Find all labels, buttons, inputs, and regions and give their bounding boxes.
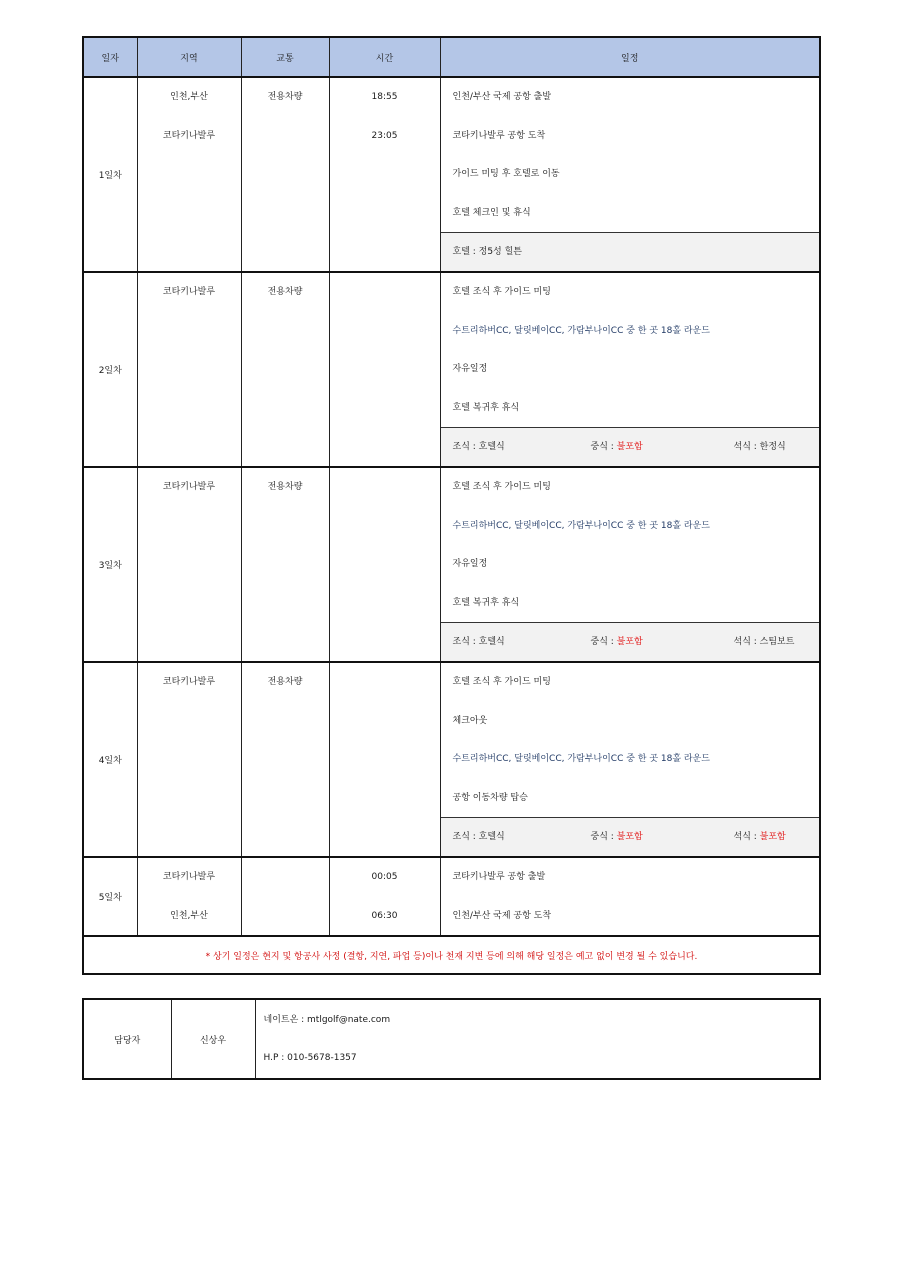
header-row xyxy=(83,37,820,77)
day-label: 3일차 xyxy=(83,467,137,662)
day-row-3 xyxy=(83,467,820,662)
region-cell xyxy=(137,272,241,467)
plan-item: 호텔 조식 후 가이드 미팅 xyxy=(452,287,551,297)
contact-details xyxy=(255,999,820,1079)
transport: 전용차량 xyxy=(267,677,303,687)
breakfast-label: 조식 : xyxy=(452,637,479,647)
region: 코타키나발루 xyxy=(162,872,216,882)
plan-item: 호텔 체크인 및 휴식 xyxy=(452,207,531,218)
breakfast xyxy=(453,428,591,466)
time: 06:30 xyxy=(371,910,398,921)
dinner-label: 석식 : xyxy=(733,442,760,452)
lunch xyxy=(591,428,734,466)
breakfast-value: 호텔식 xyxy=(478,442,505,452)
lunch-value: 불포함 xyxy=(616,637,643,647)
plan-cell xyxy=(440,662,820,857)
lunch-label: 중식 : xyxy=(590,832,617,842)
dinner xyxy=(734,818,786,856)
time-cell xyxy=(329,857,440,936)
meal-info xyxy=(441,427,820,466)
meal-info xyxy=(441,817,820,856)
plan-item-golf: 수트리하버CC, 달릿베이CC, 가람부나이CC 중 한 곳 18홀 라운드 xyxy=(452,754,710,764)
breakfast xyxy=(453,623,591,661)
day-label: 4일차 xyxy=(83,662,137,857)
contact-table xyxy=(82,998,821,1080)
lunch xyxy=(591,623,734,661)
transport-cell xyxy=(241,857,329,936)
lunch-value: 불포함 xyxy=(616,442,643,452)
note-row xyxy=(83,936,820,974)
contact-phone: H.P : 010-5678-1357 xyxy=(263,1053,357,1063)
breakfast-label: 조식 : xyxy=(452,832,479,842)
hotel-info: 호텔 : 정5성 힐튼 xyxy=(441,232,820,271)
time: 18:55 xyxy=(371,92,398,102)
header-time: 시간 xyxy=(329,37,440,77)
dinner-value: 한정식 xyxy=(759,442,786,452)
meal-info xyxy=(441,622,820,661)
dinner xyxy=(734,428,786,466)
transport-cell xyxy=(241,77,329,272)
plan-cell xyxy=(440,857,820,936)
transport-cell xyxy=(241,467,329,662)
region: 코타키나발루 xyxy=(162,677,216,687)
plan-cell xyxy=(440,272,820,467)
day-row-4 xyxy=(83,662,820,857)
time-cell xyxy=(329,77,440,272)
day-row-5 xyxy=(83,857,820,936)
contact-email: 네이트온 : mtlgolf@nate.com xyxy=(263,1015,391,1025)
plan-item: 자유일정 xyxy=(452,364,488,374)
time-cell xyxy=(329,272,440,467)
dinner-value: 스팀보트 xyxy=(759,637,795,647)
time-cell xyxy=(329,467,440,662)
lunch-label: 중식 : xyxy=(590,637,617,647)
plan-item: 코타키나발루 공항 출발 xyxy=(452,872,546,882)
dinner-label: 석식 : xyxy=(733,832,760,842)
breakfast-label: 조식 : xyxy=(452,442,479,452)
day-label: 5일차 xyxy=(83,857,137,936)
contact-name: 신상우 xyxy=(171,999,255,1079)
plan-item: 호텔 조식 후 가이드 미팅 xyxy=(452,482,551,492)
plan-item: 호텔 조식 후 가이드 미팅 xyxy=(452,677,551,687)
lunch xyxy=(591,818,734,856)
region-cell xyxy=(137,467,241,662)
transport-cell xyxy=(241,272,329,467)
region: 코타키나발루 xyxy=(162,287,216,297)
header-plan: 일정 xyxy=(440,37,820,77)
lunch-value: 불포함 xyxy=(616,832,643,842)
plan-item-golf: 수트리하버CC, 달릿베이CC, 가람부나이CC 중 한 곳 18홀 라운드 xyxy=(452,325,710,336)
breakfast-value: 호텔식 xyxy=(478,832,505,842)
day-row-1 xyxy=(83,77,820,272)
plan-item: 자유일정 xyxy=(452,559,488,569)
schedule-notice: * 상기 일정은 현지 및 항공사 사정 (결항, 지연, 파업 등)이나 천재 지변 등에 의해 해당 일정은 예고 없이 변경 될 수 있습니다. xyxy=(83,936,820,974)
plan-item: 호텔 복귀후 휴식 xyxy=(452,402,520,413)
plan-item: 가이드 미팅 후 호텔로 이동 xyxy=(452,169,560,179)
header-transport: 교통 xyxy=(241,37,329,77)
plan-item: 인천/부산 국제 공항 도착 xyxy=(452,910,552,921)
plan-item: 호텔 복귀후 휴식 xyxy=(452,597,520,608)
plan-item: 코타키나발루 공항 도착 xyxy=(452,130,546,141)
lunch-label: 중식 : xyxy=(590,442,617,452)
transport: 전용차량 xyxy=(267,287,303,297)
dinner-label: 석식 : xyxy=(733,637,760,647)
day-row-2 xyxy=(83,272,820,467)
plan-item: 체크아웃 xyxy=(452,715,488,726)
day-label: 2일차 xyxy=(83,272,137,467)
plan-item: 공항 이동차량 탑승 xyxy=(452,792,528,803)
breakfast xyxy=(453,818,591,856)
day-label: 1일차 xyxy=(83,77,137,272)
region-cell xyxy=(137,857,241,936)
plan-item-golf: 수트리하버CC, 달릿베이CC, 가람부나이CC 중 한 곳 18홀 라운드 xyxy=(452,520,710,531)
transport-cell xyxy=(241,662,329,857)
breakfast-value: 호텔식 xyxy=(478,637,505,647)
dinner-value: 불포함 xyxy=(759,832,786,842)
region: 인천,부산 xyxy=(170,910,208,921)
contact-role: 담당자 xyxy=(83,999,171,1079)
itinerary-table xyxy=(82,36,821,975)
region: 코타키나발루 xyxy=(162,482,216,492)
region-cell xyxy=(137,662,241,857)
time: 23:05 xyxy=(371,130,398,141)
transport: 전용차량 xyxy=(267,92,303,102)
header-region: 지역 xyxy=(137,37,241,77)
region: 인천,부산 xyxy=(170,92,208,102)
dinner xyxy=(734,623,795,661)
plan-cell xyxy=(440,467,820,662)
plan-item: 인천/부산 국제 공항 출발 xyxy=(452,92,552,102)
transport: 전용차량 xyxy=(267,482,303,492)
header-day: 일자 xyxy=(83,37,137,77)
time-cell xyxy=(329,662,440,857)
region: 코타키나발루 xyxy=(162,130,216,141)
time: 00:05 xyxy=(371,872,398,882)
region-cell xyxy=(137,77,241,272)
plan-cell xyxy=(440,77,820,272)
